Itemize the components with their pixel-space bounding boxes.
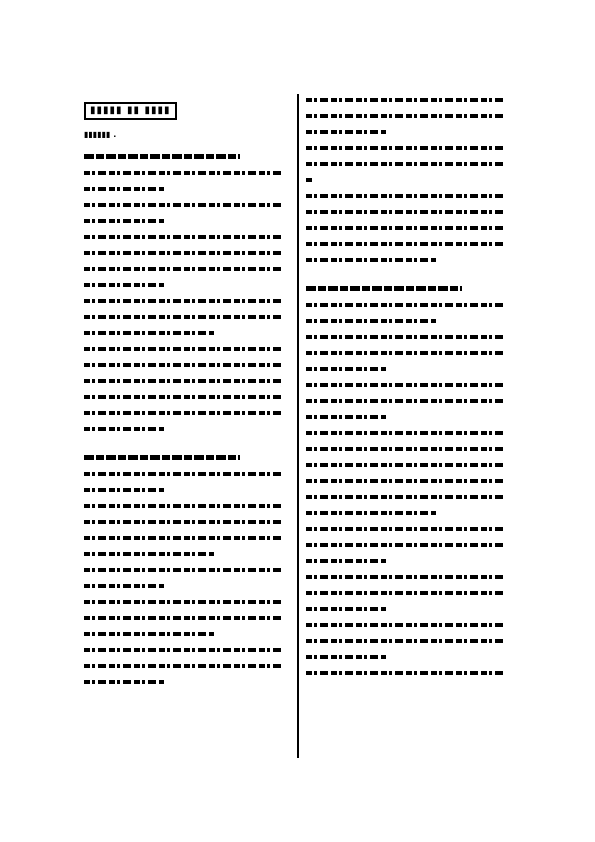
text-line <box>306 479 506 483</box>
text-line <box>84 251 284 255</box>
text-line <box>306 447 506 451</box>
text-line <box>84 315 284 319</box>
text-line <box>84 488 164 492</box>
text-line <box>84 331 214 335</box>
text-line <box>306 367 386 371</box>
text-line <box>84 379 284 383</box>
text-line <box>84 680 164 684</box>
left-column <box>84 98 284 696</box>
text-line <box>84 395 284 399</box>
text-line <box>84 648 284 652</box>
text-line <box>306 607 386 611</box>
text-line <box>306 210 506 214</box>
text-line <box>306 351 506 355</box>
text-line <box>84 520 284 524</box>
text-line <box>306 98 506 102</box>
text-line <box>306 511 436 515</box>
text-line <box>306 559 386 563</box>
text-line <box>306 639 506 643</box>
text-line <box>84 584 164 588</box>
text-line <box>306 258 436 262</box>
text-line <box>306 591 506 595</box>
text-line <box>84 616 284 620</box>
text-line <box>306 194 506 198</box>
text-line <box>84 299 284 303</box>
text-line <box>84 600 284 604</box>
section-heading <box>306 286 462 291</box>
text-line <box>84 187 164 191</box>
text-line <box>84 283 164 287</box>
text-line <box>306 463 506 467</box>
left-column-body <box>84 154 284 684</box>
text-line <box>306 335 506 339</box>
text-line <box>84 536 284 540</box>
text-line <box>306 303 506 307</box>
text-line <box>306 431 506 435</box>
text-line <box>84 664 284 668</box>
text-line <box>306 383 506 387</box>
text-line <box>84 568 284 572</box>
text-line <box>84 632 214 636</box>
column-divider <box>297 94 299 758</box>
text-line <box>306 575 506 579</box>
text-line <box>306 415 386 419</box>
text-line <box>306 178 314 182</box>
text-line <box>84 219 164 223</box>
text-line <box>306 319 436 323</box>
text-line <box>306 399 506 403</box>
section-gap <box>84 443 284 455</box>
text-line <box>306 226 506 230</box>
text-line <box>306 543 506 547</box>
text-line <box>84 472 284 476</box>
text-line <box>306 671 506 675</box>
text-line <box>306 130 386 134</box>
section-gap <box>306 274 506 286</box>
text-line <box>306 242 506 246</box>
text-line <box>84 347 284 351</box>
text-line <box>84 411 284 415</box>
text-line <box>84 203 284 207</box>
text-line <box>306 527 506 531</box>
text-line <box>84 504 284 508</box>
text-line <box>306 162 506 166</box>
right-column <box>306 98 506 687</box>
text-line <box>84 427 164 431</box>
text-line <box>84 363 284 367</box>
section-heading <box>84 154 240 159</box>
right-column-body <box>306 98 506 675</box>
text-line <box>306 495 506 499</box>
text-line <box>84 171 284 175</box>
text-line <box>306 114 506 118</box>
boxed-title: ▮▮▮▮▮ ▮▮ ▮▮▮▮ <box>84 102 177 120</box>
text-line <box>84 267 284 271</box>
text-line <box>306 146 506 150</box>
subtitle: ▮▮▮▮▮▮ . <box>84 130 117 139</box>
text-line <box>306 655 386 659</box>
section-heading <box>84 455 240 460</box>
text-line <box>84 235 284 239</box>
text-line <box>306 623 506 627</box>
text-line <box>84 552 214 556</box>
